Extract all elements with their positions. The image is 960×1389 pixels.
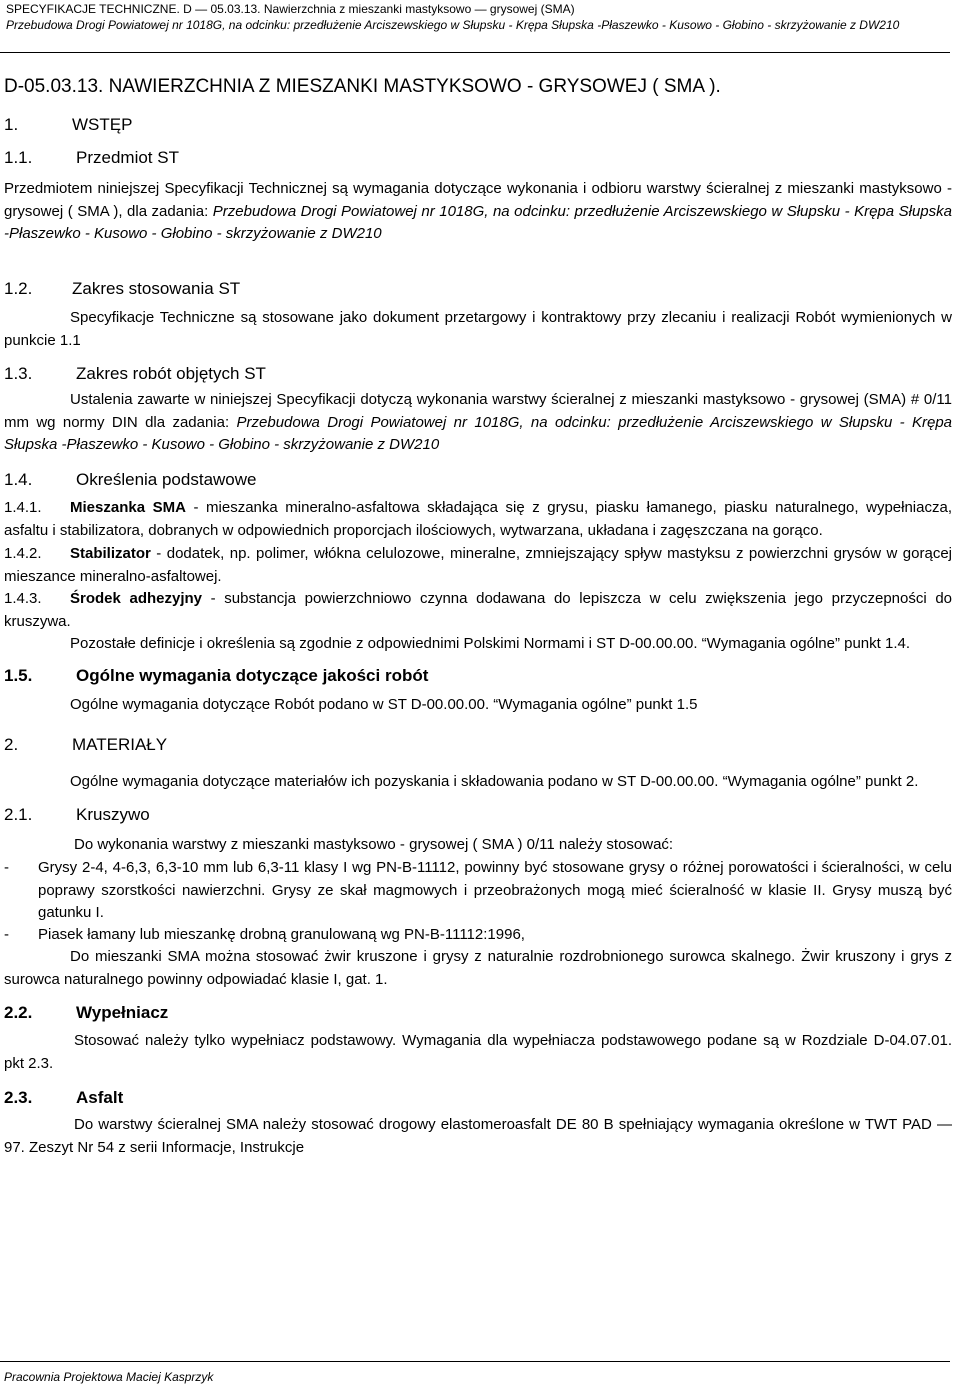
other-definitions-note: Pozostałe definicje i określenia są zgodnie z odpowiednimi Polskimi Normami i ST D-00.00.00. “Wymagania ogólne” punkt 1.4. — [70, 635, 910, 652]
section-2-2-title: Wypełniacz — [76, 1003, 169, 1022]
definition-term: Mieszanka SMA — [70, 499, 186, 516]
section-1-title: WSTĘP — [72, 115, 133, 134]
project-name-italic: Przebudowa Drogi Powiatowej nr 1018G, na odcinku: przedłużenie Arciszewskiego w Słupsku - Krępa Słupska -Płaszewko - Kusowo - Głobino - skrzyżowanie z DW210 — [4, 202, 952, 242]
section-1-2-title: Zakres stosowania ST — [72, 279, 241, 298]
section-1-1-number: 1.1. — [4, 148, 33, 167]
section-2-1-intro: Do wykonania warstwy z mieszanki mastyksowo - grysowej ( SMA ) 0/11 należy stosować: — [74, 836, 674, 853]
definition-text: - dodatek, np. polimer, włókna celulozowe, mineralne, zmniejszający spływ mastyksu z powierzchni grysów w gorącej mieszance mineralno-asfaltowej. — [4, 545, 952, 585]
section-2-2-text: Stosować należy tylko wypełniacz podstawowy. Wymagania dla wypełniacza podstawowego podane są w Rozdziale D-04.07.01. pkt 2.3. — [4, 1032, 952, 1072]
section-2-1-after: Do mieszanki SMA można stosować żwir kruszone i grysy z naturalnie rozdrobnionego surowca skalnego. Żwir kruszony i grys z surowca naturalnego powinny odpowiadać klasie I, gat. 1. — [4, 948, 952, 988]
section-1-1-title: Przedmiot ST — [76, 148, 179, 167]
definition-1-4-3 — [4, 588, 952, 633]
document-title: D-05.03.13. NAWIERZCHNIA Z MIESZANKI MASTYKSOWO - GRYSOWEJ ( SMA ). — [4, 76, 721, 97]
running-header-project: Przebudowa Drogi Powiatowej nr 1018G, na odcinku: przedłużenie Arciszewskiego w Słupsku - Krępa Słupska -Płaszewko - Kusowo - Głobino - skrzyżowanie z DW210 — [6, 18, 900, 32]
section-1-3-title: Zakres robót objętych ST — [76, 364, 266, 383]
section-1-5-title: Ogólne wymagania dotyczące jakości robót — [76, 666, 429, 685]
list-dash: - — [4, 859, 9, 876]
section-2-3-number: 2.3. — [4, 1088, 33, 1107]
definition-1-4-2 — [4, 543, 952, 588]
section-2-2-number: 2.2. — [4, 1003, 33, 1022]
definition-text: - mieszanka mineralno-asfaltowa składająca się z grysu, piasku łamanego, piasku naturalnego, wypełniacza, asfaltu i stabilizatora, dobranych w odpowiednich proporcjach ilościowych, wytwarzana, układana i zagęszczana na gorąco. — [4, 499, 952, 539]
section-1-3-text: Ustalenia zawarte w niniejszej Specyfikacji dotyczą wykonania warstwy ścieralnej z mieszanki mastyksowo - grysowej (SMA) # 0/11 mm wg normy DIN dla zadania: — [4, 391, 952, 431]
section-2-title: MATERIAŁY — [72, 735, 168, 754]
section-1-4-title: Określenia podstawowe — [76, 470, 257, 489]
section-1-number: 1. — [4, 115, 19, 134]
footer-divider — [0, 1361, 950, 1362]
definition-term: Środek adhezyjny — [70, 590, 203, 607]
definition-term: Stabilizator — [70, 545, 151, 562]
aggregate-list-item-2: Piasek łamany lub mieszankę drobną granulowaną wg PN-B-11112:1996, — [38, 926, 525, 943]
definition-number: 1.4.1. — [4, 499, 42, 516]
section-2-3-title: Asfalt — [76, 1088, 124, 1107]
project-name-italic: Przebudowa Drogi Powiatowej nr 1018G, na odcinku: przedłużenie Arciszewskiego w Słupsku - Krępa Słupska -Płaszewko - Kusowo - Głobino - skrzyżowanie z DW210 — [4, 413, 953, 453]
definition-number: 1.4.3. — [4, 590, 42, 607]
definition-number: 1.4.2. — [4, 545, 42, 562]
section-2-number: 2. — [4, 735, 19, 754]
section-1-5-number: 1.5. — [4, 666, 33, 685]
section-1-4-number: 1.4. — [4, 470, 33, 489]
section-1-3-paragraph — [4, 389, 952, 457]
section-1-2-paragraph: Specyfikacje Techniczne są stosowane jako dokument przetargowy i kontraktowy przy zlecaniu i realizacji Robót wymienionych w punkcie 1.1 — [4, 309, 952, 349]
section-1-2-number: 1.2. — [4, 279, 33, 298]
section-1-5-text: Ogólne wymagania dotyczące Robót podano w ST D-00.00.00. “Wymagania ogólne” punkt 1.5 — [70, 696, 698, 713]
aggregate-list-item-1: Grysy 2-4, 4-6,3, 6,3-10 mm lub 6,3-11 klasy I wg PN-B-11112, powinny być stosowane grysy o różnej porowatości i ścieralności, w celu poprawy szorstkości nawierzchni. Grysy ze skał magmowych i przeobrażonych mogą mieć ścieralność w klasie II. Grysy muszą być gatunku I. — [38, 859, 952, 921]
section-1-1-paragraph — [4, 178, 952, 246]
section-2-3-text: Do warstwy ścieralnej SMA należy stosować drogowy elastomeroasfalt DE 80 B spełniający wymagania określone w TWT PAD — 97. Zeszyt Nr 54 z serii Informacje, Instrukcje — [4, 1116, 952, 1156]
definition-1-4-1 — [4, 497, 952, 542]
footer-company: Pracownia Projektowa Maciej Kasprzyk — [4, 1370, 214, 1384]
section-2-1-number: 2.1. — [4, 805, 33, 824]
running-header-title: SPECYFIKACJE TECHNICZNE. D — 05.03.13. Nawierzchnia z mieszanki mastyksowo — grysowej (SMA) — [6, 2, 575, 16]
section-2-1-title: Kruszywo — [76, 805, 150, 824]
section-1-3-number: 1.3. — [4, 364, 33, 383]
section-2-text: Ogólne wymagania dotyczące materiałów ich pozyskania i składowania podano w ST D-00.00.00. “Wymagania ogólne” punkt 2. — [70, 773, 919, 790]
list-dash: - — [4, 926, 9, 943]
definition-text: - substancja powierzchniowo czynna dodawana do lepiszcza w celu zwiększenia jego przyczepności do kruszywa. — [4, 590, 953, 630]
header-divider — [0, 52, 950, 53]
section-1-1-text: Przedmiotem niniejszej Specyfikacji Technicznej są wymagania dotyczące wykonania i odbioru warstwy ścieralnej z mieszanki mastyksowo - grysowej ( SMA ), dla zadania: — [4, 180, 952, 220]
